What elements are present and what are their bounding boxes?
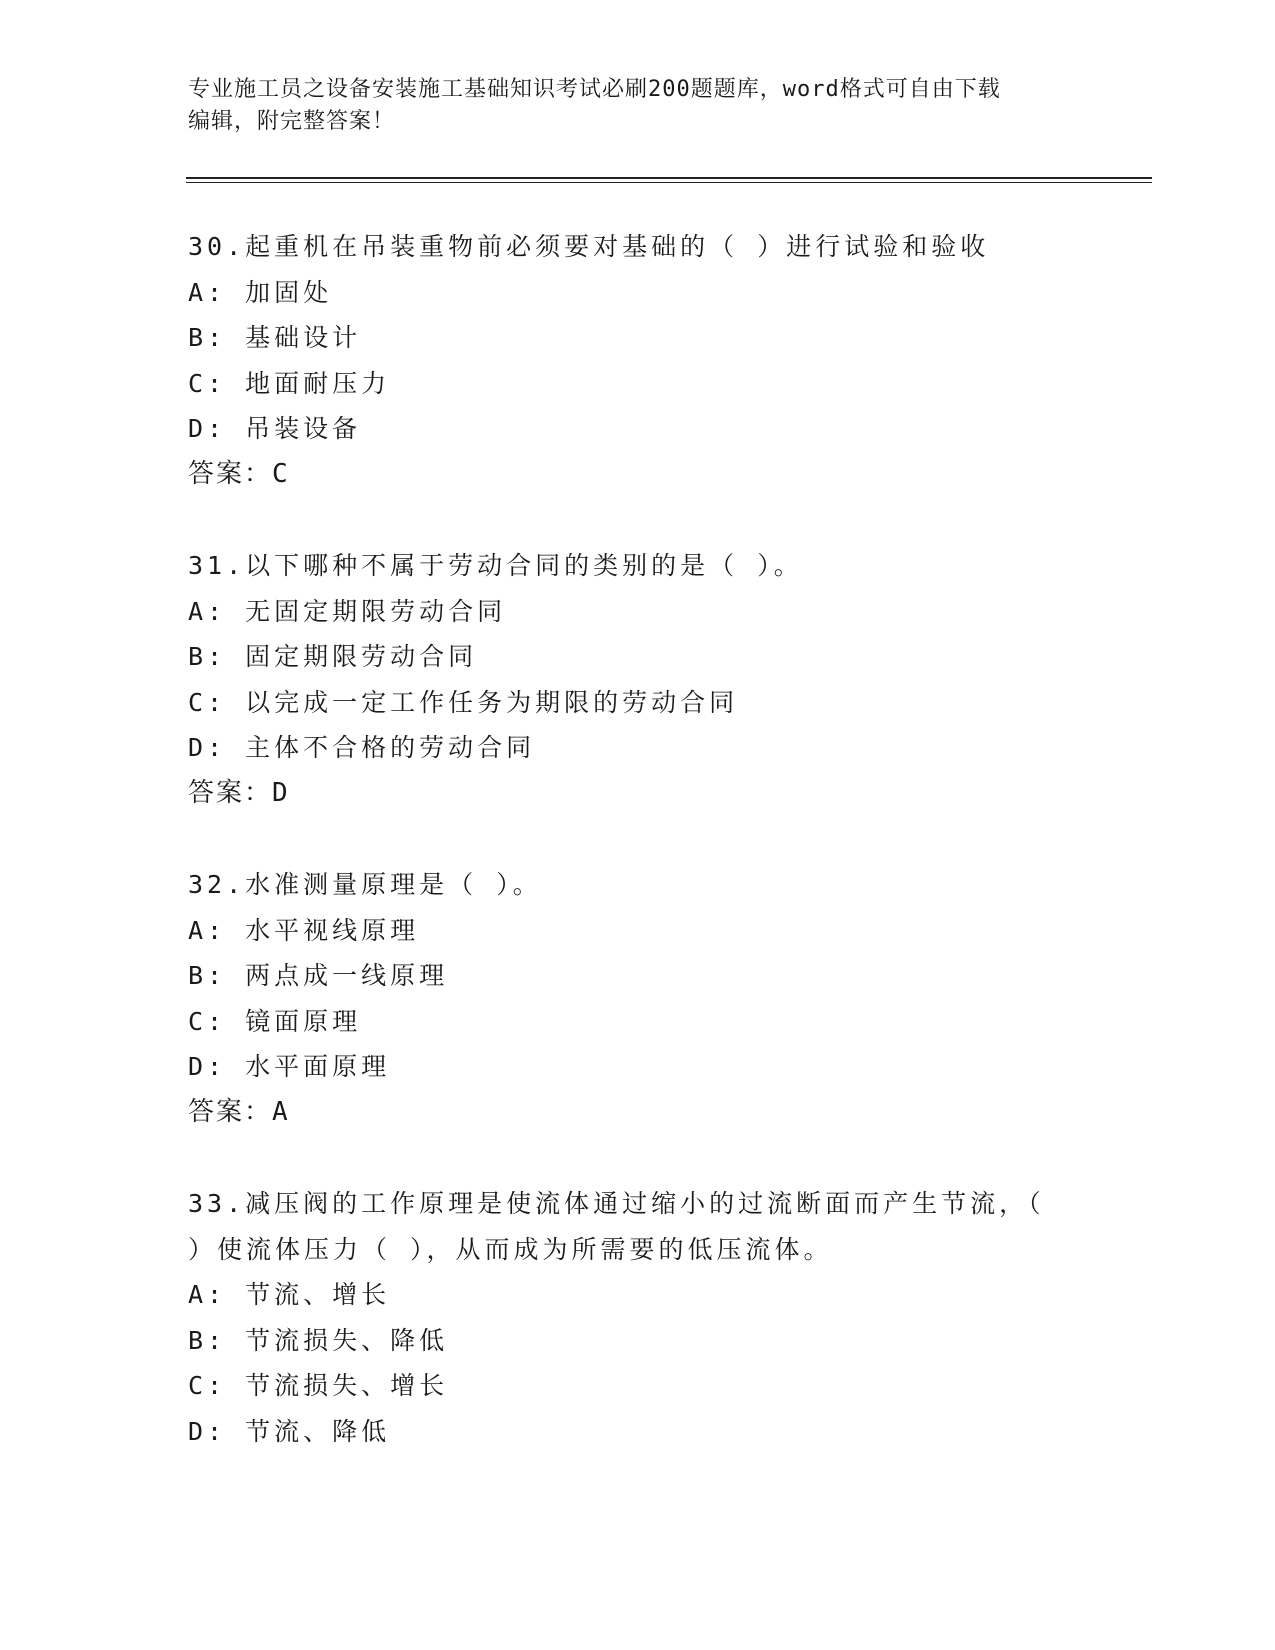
question-stem: 32.水准测量原理是（ ）。 <box>188 870 542 899</box>
question-stem: 30.起重机在吊装重物前必须要对基础的（ ）进行试验和验收 <box>188 232 990 261</box>
option-a: A: 加固处 <box>188 277 333 307</box>
question-stem: 31.以下哪种不属于劳动合同的类别的是（ ）。 <box>188 551 803 580</box>
question-33 <box>188 1181 1088 1454</box>
option-d: D: 节流、降低 <box>188 1416 391 1446</box>
option-d: D: 水平面原理 <box>188 1052 391 1081</box>
answer-value: A <box>272 1096 290 1127</box>
answer-value: D <box>272 777 290 808</box>
header-line-2: 编辑，附完整答案！ <box>188 109 396 134</box>
header-rule-thick <box>186 177 1152 179</box>
option-b: B: 基础设计 <box>188 323 362 352</box>
option-b: B: 固定期限劳动合同 <box>188 642 478 671</box>
answer-line <box>188 452 1088 498</box>
option-a: A: 水平视线原理 <box>188 915 420 945</box>
option-c: C: 镜面原理 <box>188 1006 362 1036</box>
answer-value: C <box>272 458 290 489</box>
question-32 <box>188 862 1088 1135</box>
answer-line <box>188 1090 1088 1136</box>
question-30 <box>188 224 1088 497</box>
answer-label: 答案： <box>188 777 273 808</box>
option-b: B: 两点成一线原理 <box>188 961 449 990</box>
header-rule-thin <box>186 182 1152 183</box>
option-c: C: 地面耐压力 <box>188 368 391 398</box>
option-a: A: 无固定期限劳动合同 <box>188 596 507 626</box>
option-d: D: 主体不合格的劳动合同 <box>188 733 536 762</box>
question-31 <box>188 543 1088 816</box>
option-a: A: 节流、增长 <box>188 1280 391 1309</box>
answer-label: 答案： <box>188 458 273 489</box>
question-stem: 33.减压阀的工作原理是使流体通过缩小的过流断面而产生节流，（ ）使流体压力（ ），从而成为所需要的低压流体。 <box>188 1189 1045 1264</box>
option-c: C: 节流损失、增长 <box>188 1371 449 1400</box>
document-header <box>188 74 1088 138</box>
header-line-1: 专业施工员之设备安装施工基础知识考试必刷200题题库，word格式可自由下载 <box>188 77 1001 102</box>
answer-line <box>188 771 1088 817</box>
option-c: C: 以完成一定工作任务为期限的劳动合同 <box>188 687 739 717</box>
answer-label: 答案： <box>188 1096 273 1127</box>
option-b: B: 节流损失、降低 <box>188 1325 449 1355</box>
option-d: D: 吊装设备 <box>188 414 362 443</box>
